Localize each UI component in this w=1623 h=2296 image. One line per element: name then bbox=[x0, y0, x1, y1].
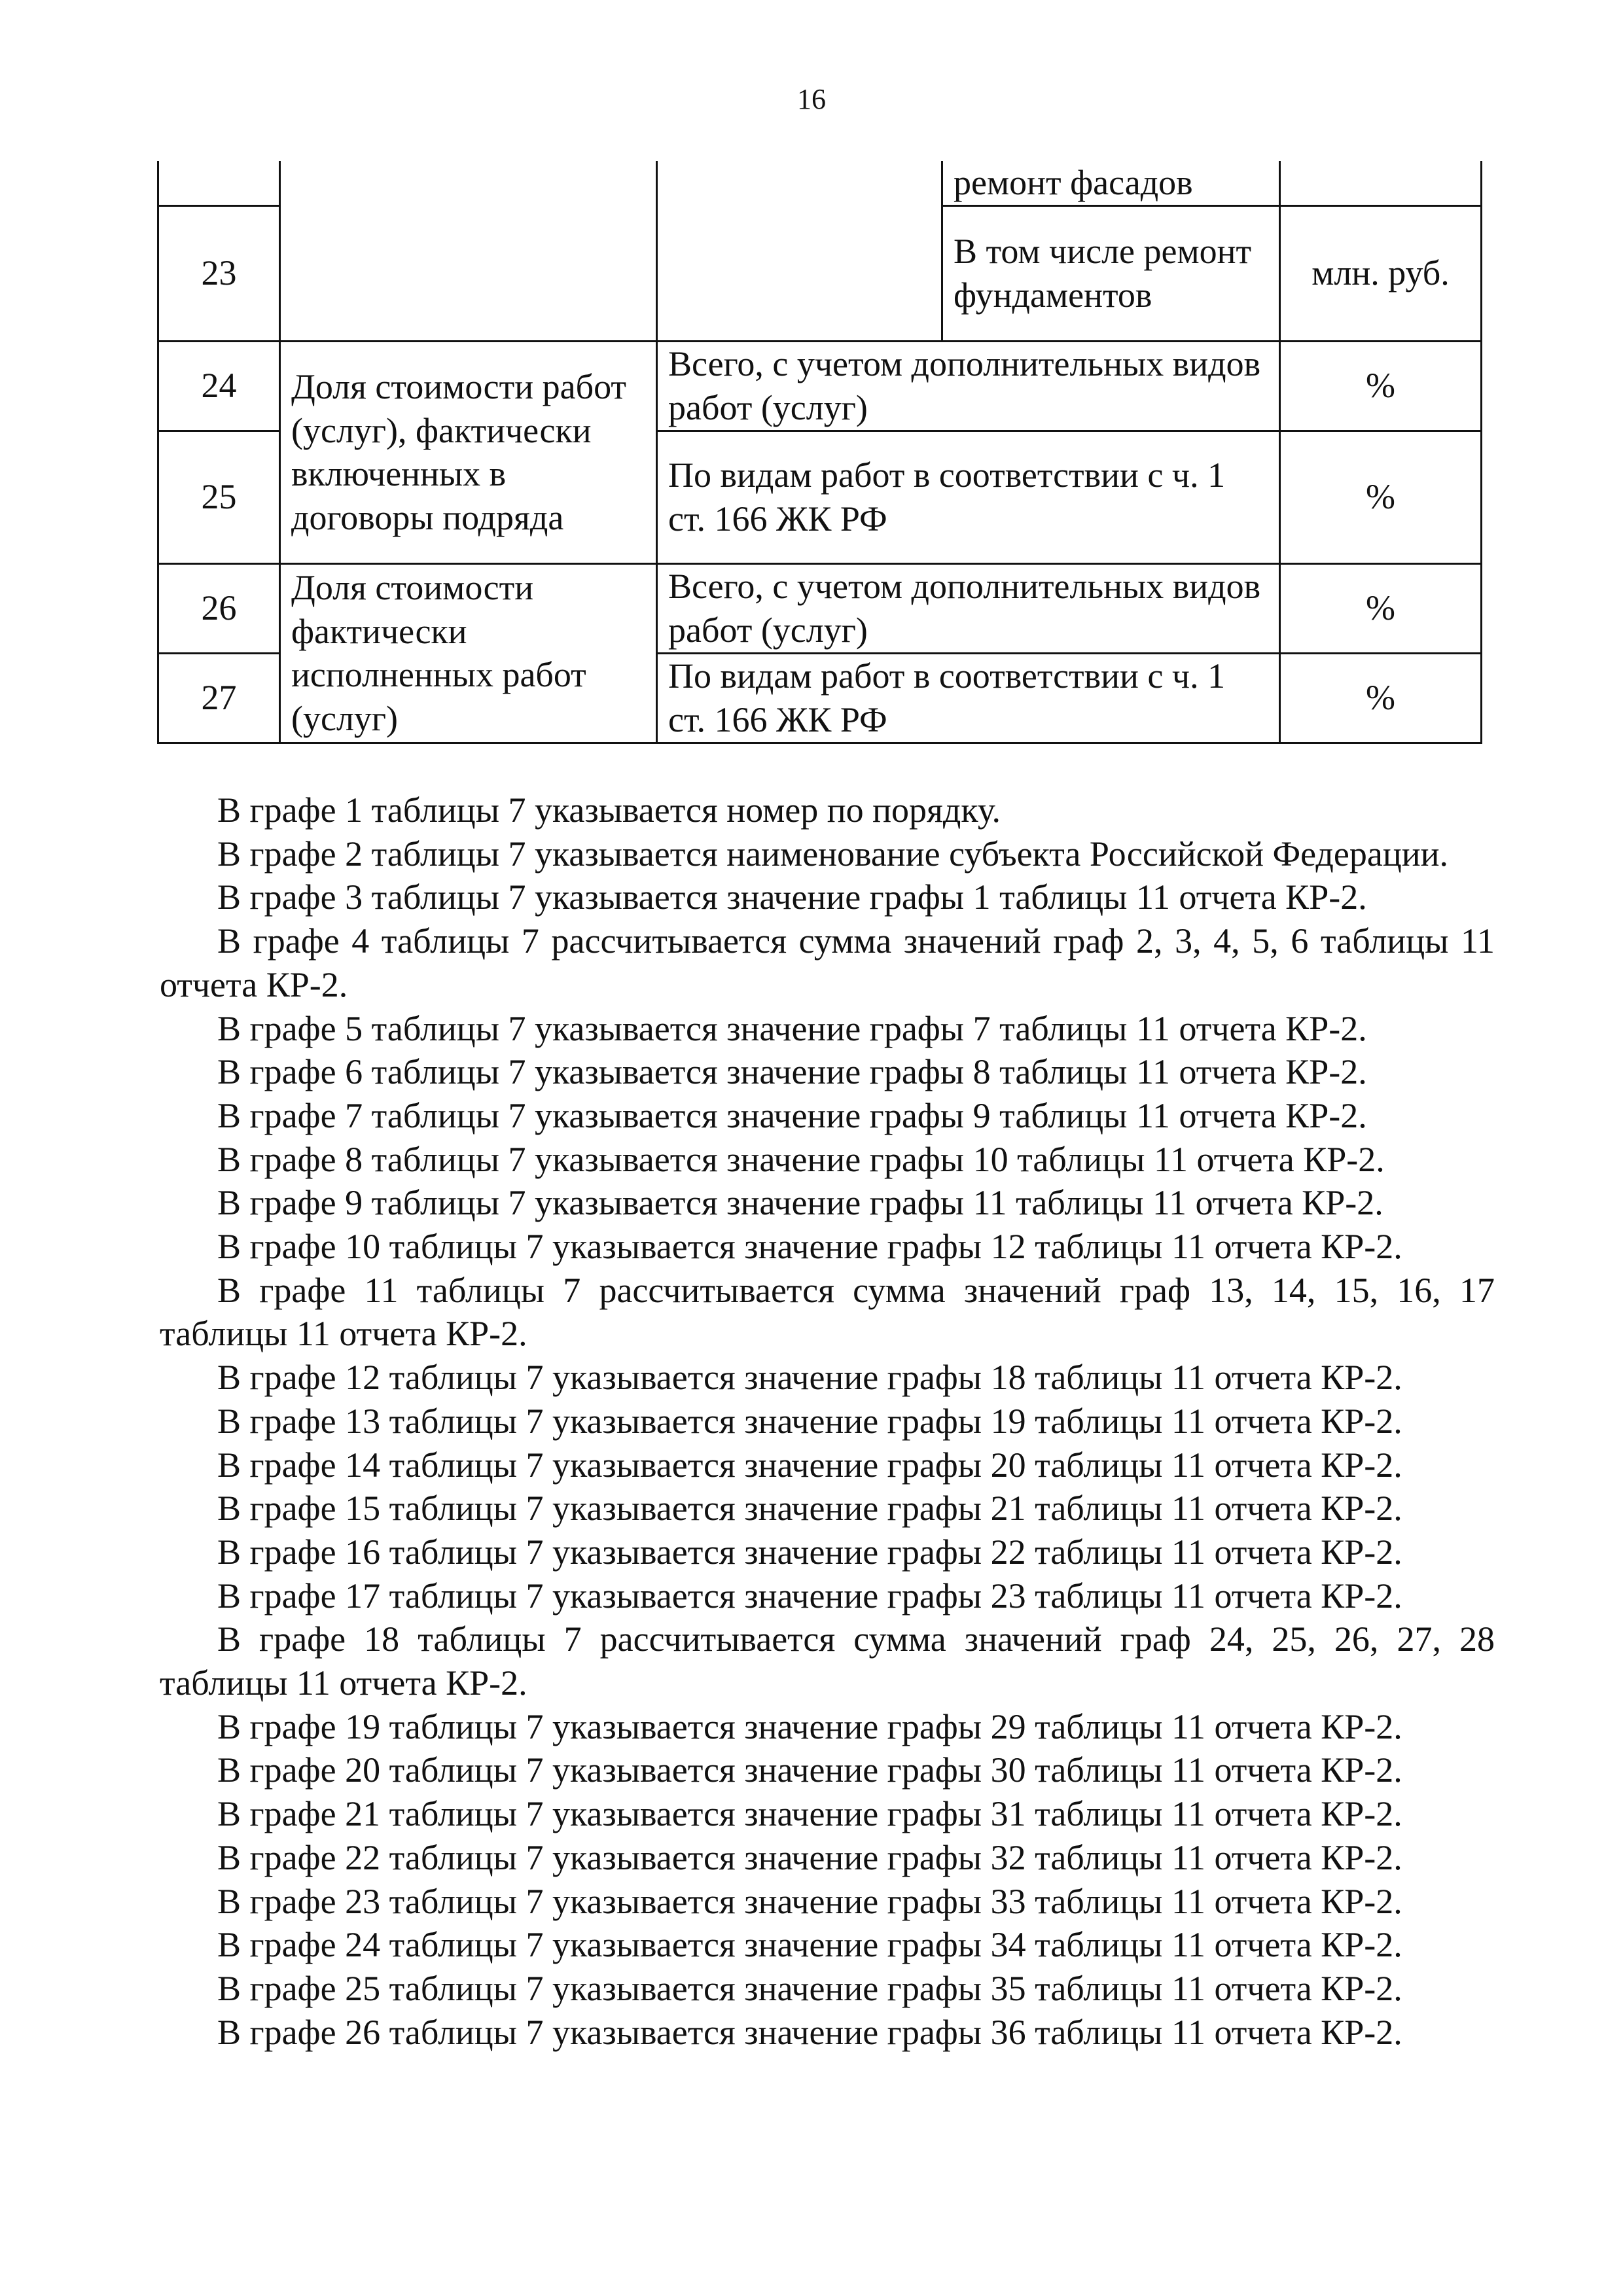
paragraph: В графе 22 таблицы 7 указывается значение графы 32 таблицы 11 отчета КР-2. bbox=[217, 1837, 1402, 1877]
paragraph: В графе 5 таблицы 7 указывается значение графы 7 таблицы 11 отчета КР-2. bbox=[217, 1008, 1367, 1048]
indicator-name-cell bbox=[280, 161, 657, 341]
paragraph: В графе 10 таблицы 7 указывается значение графы 12 таблицы 11 отчета КР-2. bbox=[217, 1227, 1402, 1267]
work-type-cell: По видам работ в соответствии с ч. 1 ст. 166 ЖК РФ bbox=[657, 653, 1280, 743]
work-type-cell: Всего, с учетом дополнительных видов работ (услуг) bbox=[657, 341, 1280, 431]
paragraph: В графе 19 таблицы 7 указывается значение графы 29 таблицы 11 отчета КР-2. bbox=[217, 1706, 1402, 1746]
body-text bbox=[160, 788, 1495, 2054]
unit-cell: % bbox=[1280, 653, 1482, 743]
empty-cell bbox=[657, 161, 942, 341]
row-number-cell: 27 bbox=[158, 653, 280, 743]
paragraph: В графе 16 таблицы 7 указывается значение графы 22 таблицы 11 отчета КР-2. bbox=[217, 1532, 1402, 1572]
paragraph: В графе 18 таблицы 7 рассчитывается сумма значений граф 24, 25, 26, 27, 28 таблицы 11 отчета КР-2. bbox=[160, 1619, 1495, 1703]
unit-cell: млн. руб. bbox=[1280, 205, 1482, 341]
table-row bbox=[158, 341, 1482, 431]
indicator-name-cell: Доля стоимости работ (услуг), фактически включенных в договоры подряда bbox=[280, 341, 657, 563]
page-number: 16 bbox=[797, 83, 826, 115]
paragraph: В графе 7 таблицы 7 указывается значение графы 9 таблицы 11 отчета КР-2. bbox=[217, 1095, 1367, 1135]
table-row bbox=[158, 563, 1482, 653]
work-type-cell: Всего, с учетом дополнительных видов работ (услуг) bbox=[657, 563, 1280, 653]
paragraph: В графе 8 таблицы 7 указывается значение графы 10 таблицы 11 отчета КР-2. bbox=[217, 1139, 1385, 1179]
paragraph: В графе 9 таблицы 7 указывается значение графы 11 таблицы 11 отчета КР-2. bbox=[217, 1183, 1383, 1223]
row-number-cell: 25 bbox=[158, 431, 280, 563]
paragraph: В графе 17 таблицы 7 указывается значение графы 23 таблицы 11 отчета КР-2. bbox=[217, 1576, 1402, 1616]
paragraph: В графе 6 таблицы 7 указывается значение графы 8 таблицы 11 отчета КР-2. bbox=[217, 1052, 1367, 1092]
paragraph: В графе 3 таблицы 7 указывается значение графы 1 таблицы 11 отчета КР-2. bbox=[217, 877, 1367, 917]
paragraph: В графе 4 таблицы 7 рассчитывается сумма значений граф 2, 3, 4, 5, 6 таблицы 11 отчета КР-2. bbox=[160, 921, 1495, 1004]
paragraph: В графе 26 таблицы 7 указывается значение графы 36 таблицы 11 отчета КР-2. bbox=[217, 2012, 1402, 2052]
paragraph: В графе 15 таблицы 7 указывается значение графы 21 таблицы 11 отчета КР-2. bbox=[217, 1489, 1402, 1528]
unit-cell: % bbox=[1280, 431, 1482, 563]
paragraph: В графе 21 таблицы 7 указывается значение графы 31 таблицы 11 отчета КР-2. bbox=[217, 1794, 1402, 1834]
paragraph: В графе 20 таблицы 7 указывается значение графы 30 таблицы 11 отчета КР-2. bbox=[217, 1750, 1402, 1790]
row-number-cell: 23 bbox=[158, 205, 280, 341]
work-type-cell: По видам работ в соответствии с ч. 1 ст. 166 ЖК РФ bbox=[657, 431, 1280, 563]
unit-cell: % bbox=[1280, 563, 1482, 653]
paragraph: В графе 1 таблицы 7 указывается номер по порядку. bbox=[217, 790, 1001, 830]
row-number-cell bbox=[158, 161, 280, 205]
paragraph: В графе 23 таблицы 7 указывается значение графы 33 таблицы 11 отчета КР-2. bbox=[217, 1881, 1402, 1921]
row-number-cell: 24 bbox=[158, 341, 280, 431]
table-row bbox=[158, 161, 1482, 205]
paragraph: В графе 12 таблицы 7 указывается значение графы 18 таблицы 11 отчета КР-2. bbox=[217, 1358, 1402, 1398]
unit-cell bbox=[1280, 161, 1482, 205]
paragraph: В графе 24 таблицы 7 указывается значение графы 34 таблицы 11 отчета КР-2. bbox=[217, 1925, 1402, 1965]
paragraph: В графе 11 таблицы 7 рассчитывается сумма значений граф 13, 14, 15, 16, 17 таблицы 11 отчета КР-2. bbox=[160, 1270, 1495, 1354]
row-number-cell: 26 bbox=[158, 563, 280, 653]
paragraph: В графе 14 таблицы 7 указывается значение графы 20 таблицы 11 отчета КР-2. bbox=[217, 1445, 1402, 1485]
unit-cell: % bbox=[1280, 341, 1482, 431]
work-type-cell: В том числе ремонт фундаментов bbox=[942, 205, 1280, 341]
indicators-table bbox=[157, 161, 1482, 744]
work-type-cell: ремонт фасадов bbox=[942, 161, 1280, 205]
indicator-name-cell: Доля стоимости фактически исполненных работ (услуг) bbox=[280, 563, 657, 743]
paragraph: В графе 2 таблицы 7 указывается наименование субъекта Российской Федерации. bbox=[217, 834, 1449, 874]
paragraph: В графе 25 таблицы 7 указывается значение графы 35 таблицы 11 отчета КР-2. bbox=[217, 1968, 1402, 2008]
paragraph: В графе 13 таблицы 7 указывается значение графы 19 таблицы 11 отчета КР-2. bbox=[217, 1401, 1402, 1441]
